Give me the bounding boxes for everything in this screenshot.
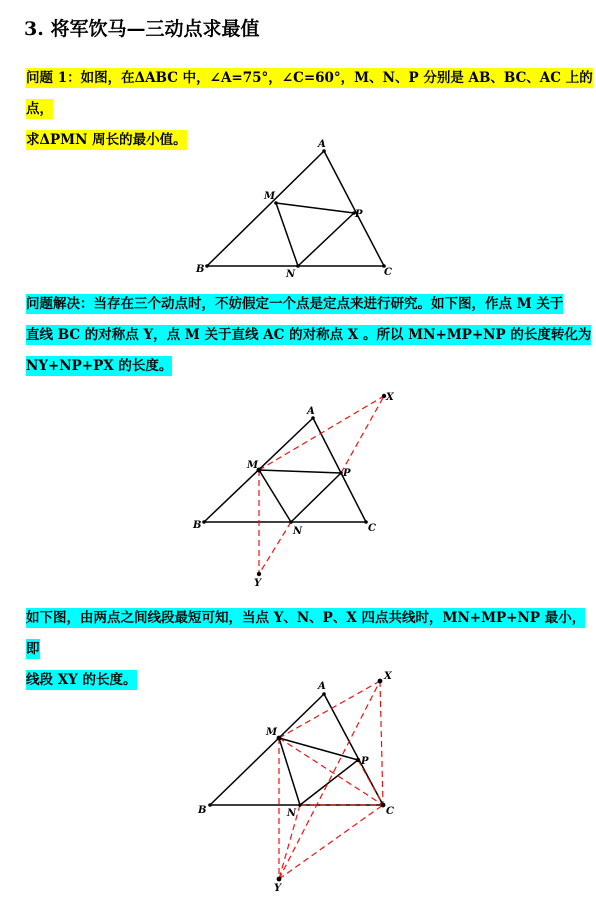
point-a [322, 692, 326, 696]
side-ab [207, 151, 324, 266]
triangle-pmn [259, 470, 341, 522]
triangle-pmn [276, 203, 354, 266]
label-x: X [384, 671, 392, 682]
label-p: P [343, 468, 351, 479]
point-n [296, 264, 300, 268]
section-title: 3. 将军饮马—三动点求最值 [24, 18, 260, 40]
label-p: P [355, 209, 363, 220]
segment-mp [279, 738, 358, 760]
point-b [202, 520, 206, 524]
label-y: Y [254, 578, 262, 589]
segment-mn [276, 203, 298, 266]
solution-statement [26, 289, 591, 382]
segment-mn [259, 470, 291, 522]
segment-np [298, 213, 354, 266]
dashed-ny [259, 522, 291, 574]
triangle-abc [204, 418, 366, 522]
solution-line-2: 直线 BC 的对称点 Y，点 M 关于直线 AC 的对称点 X 。所以 MN+MP+NP 的长度转化为 [26, 327, 592, 343]
side-ac [324, 151, 384, 266]
label-c: C [384, 267, 392, 278]
segment-mp [259, 470, 341, 473]
label-c: C [368, 523, 376, 534]
solution-line-3: NY+NP+PX 的长度。 [26, 358, 173, 374]
label-n: N [287, 808, 297, 819]
label-b: B [198, 805, 207, 816]
conclusion-line-2: 线段 XY 的长度。 [26, 672, 137, 688]
point-p [356, 758, 360, 762]
label-c: C [386, 806, 394, 817]
point-y [277, 877, 282, 882]
point-m [277, 736, 282, 741]
point-c [381, 803, 386, 808]
dashed-mx [259, 396, 384, 470]
point-b [208, 803, 212, 807]
point-n [298, 803, 302, 807]
label-b: B [193, 520, 202, 531]
auxiliary-dashed-lines [259, 396, 384, 574]
label-x: X [386, 392, 394, 403]
label-a: A [318, 681, 326, 692]
figure-3-collinear [0, 665, 596, 905]
point-n [289, 520, 293, 524]
label-y: Y [274, 883, 282, 894]
label-a: A [307, 406, 315, 417]
label-p: P [361, 756, 369, 767]
dashed-xc [380, 681, 383, 805]
segment-mn [279, 738, 300, 805]
side-ab [210, 694, 324, 805]
figure-1-triangle [0, 135, 596, 285]
dashed-xy [279, 681, 380, 879]
label-m: M [266, 727, 278, 738]
label-n: N [293, 526, 303, 537]
dashed-px [341, 396, 384, 473]
solution-line-1: 问题解决：当存在三个动点时，不妨假定一个点是定点来进行研究。如下图，作点 M 关于 [26, 296, 564, 312]
label-n: N [286, 269, 296, 280]
figure-2-reflections [0, 388, 596, 593]
label-a: A [318, 139, 326, 150]
problem-line-1: 问题 1：如图，在ΔABC 中，∠A=75°，∠C=60°，M、N、P 分别是 AB、BC、AC 上的点， [26, 70, 593, 117]
triangle-pmn [279, 738, 358, 805]
point-b [205, 264, 209, 268]
segment-np [300, 760, 358, 805]
label-m: M [264, 191, 276, 202]
conclusion-line-1: 如下图，由两点之间线段最短可知，当点 Y、N、P、X 四点共线时，MN+MP+NP 最小，即 [26, 610, 586, 657]
label-b: B [196, 264, 205, 275]
segment-np [291, 473, 341, 522]
dashed-mc [279, 738, 383, 805]
segment-mp [276, 203, 354, 213]
problem-line-2: 求ΔPMN 周长的最小值。 [26, 132, 187, 148]
label-m: M [247, 460, 259, 471]
point-x [378, 679, 383, 684]
point-y [257, 572, 261, 576]
